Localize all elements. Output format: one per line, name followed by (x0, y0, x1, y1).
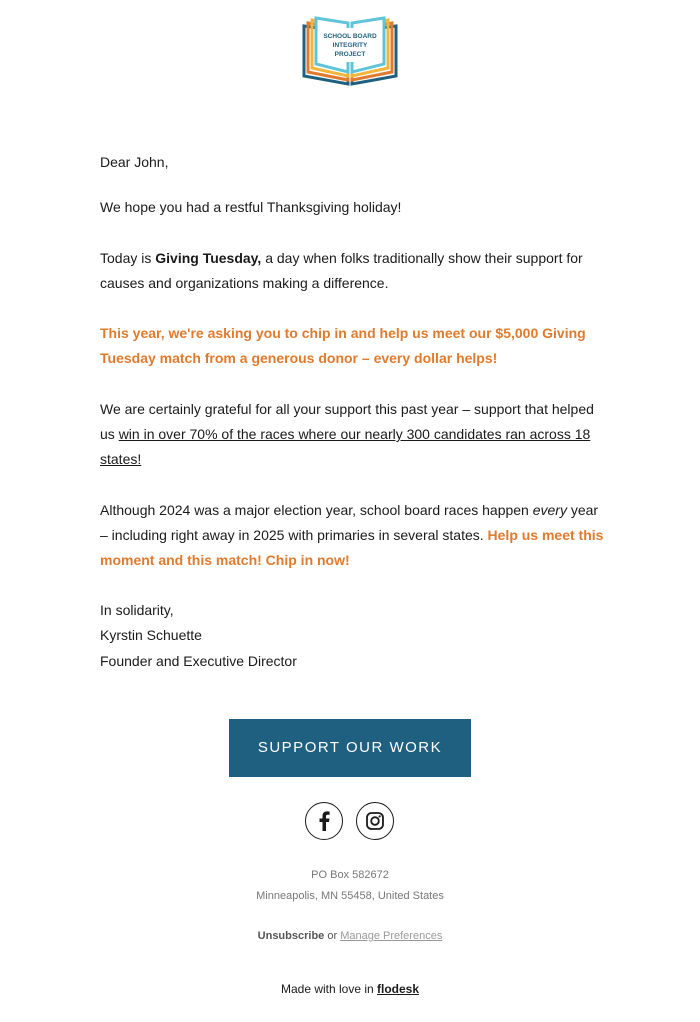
paragraph-1: We hope you had a restful Thanksgiving holiday! (100, 199, 402, 215)
p2-prefix: Today is (100, 250, 156, 266)
p5-prefix: Although 2024 was a major election year, school board races happen (100, 502, 533, 518)
results-link[interactable]: win in over 70% of the races where our nearly 300 candidates ran across 18 states! (100, 426, 591, 467)
address-line-1: PO Box 582672 (311, 869, 389, 881)
made-with-love (0, 982, 700, 996)
paragraph-2 (100, 246, 605, 296)
signer-name: Kyrstin Schuette (100, 627, 202, 643)
paragraph-4 (100, 397, 605, 472)
unsubscribe-link[interactable]: Unsubscribe (257, 930, 325, 942)
manage-preferences-link[interactable]: Manage Preferences (340, 930, 443, 942)
support-our-work-button[interactable]: SUPPORT OUR WORK (229, 719, 471, 777)
p2-bold: Giving Tuesday, (155, 250, 262, 266)
p5-italic: every (532, 502, 567, 518)
p2-suffix: a day when folks traditionally show their support for causes and organizations making a difference. (100, 250, 583, 291)
signer-title: Founder and Executive Director (100, 653, 297, 669)
unsub-or: or (324, 930, 341, 942)
made-prefix: Made with love in (280, 982, 378, 996)
instagram-link[interactable] (356, 802, 394, 840)
flodesk-link[interactable]: flodesk (377, 982, 420, 996)
p5-mid: year – including right away in 2025 with primaries in several states. (100, 502, 599, 543)
paragraph-5 (100, 498, 605, 573)
facebook-link[interactable] (305, 802, 343, 840)
unsubscribe-row (0, 930, 700, 942)
instagram-icon (366, 812, 384, 830)
greeting: Dear John, (100, 154, 169, 170)
paragraph-3-ask: This year, we're asking you to chip in and help us meet our $5,000 Giving Tuesday match from a generous donor – every dollar helps! (100, 325, 586, 366)
p5-orange-cta: Help us meet this moment and this match! Chip in now! (100, 527, 604, 568)
address-line-2: Minneapolis, MN 55458, United States (256, 890, 444, 902)
logo-line-3: PROJECT (334, 51, 366, 58)
closing: In solidarity, (100, 602, 174, 618)
logo-line-1: SCHOOL BOARD (323, 33, 377, 40)
p4-prefix: We are certainly grateful for all your support this past year – support that helped us (100, 401, 594, 442)
school-board-integrity-project-logo[interactable] (298, 14, 402, 90)
facebook-icon (317, 811, 331, 831)
logo-line-2: INTEGRITY (332, 42, 368, 49)
